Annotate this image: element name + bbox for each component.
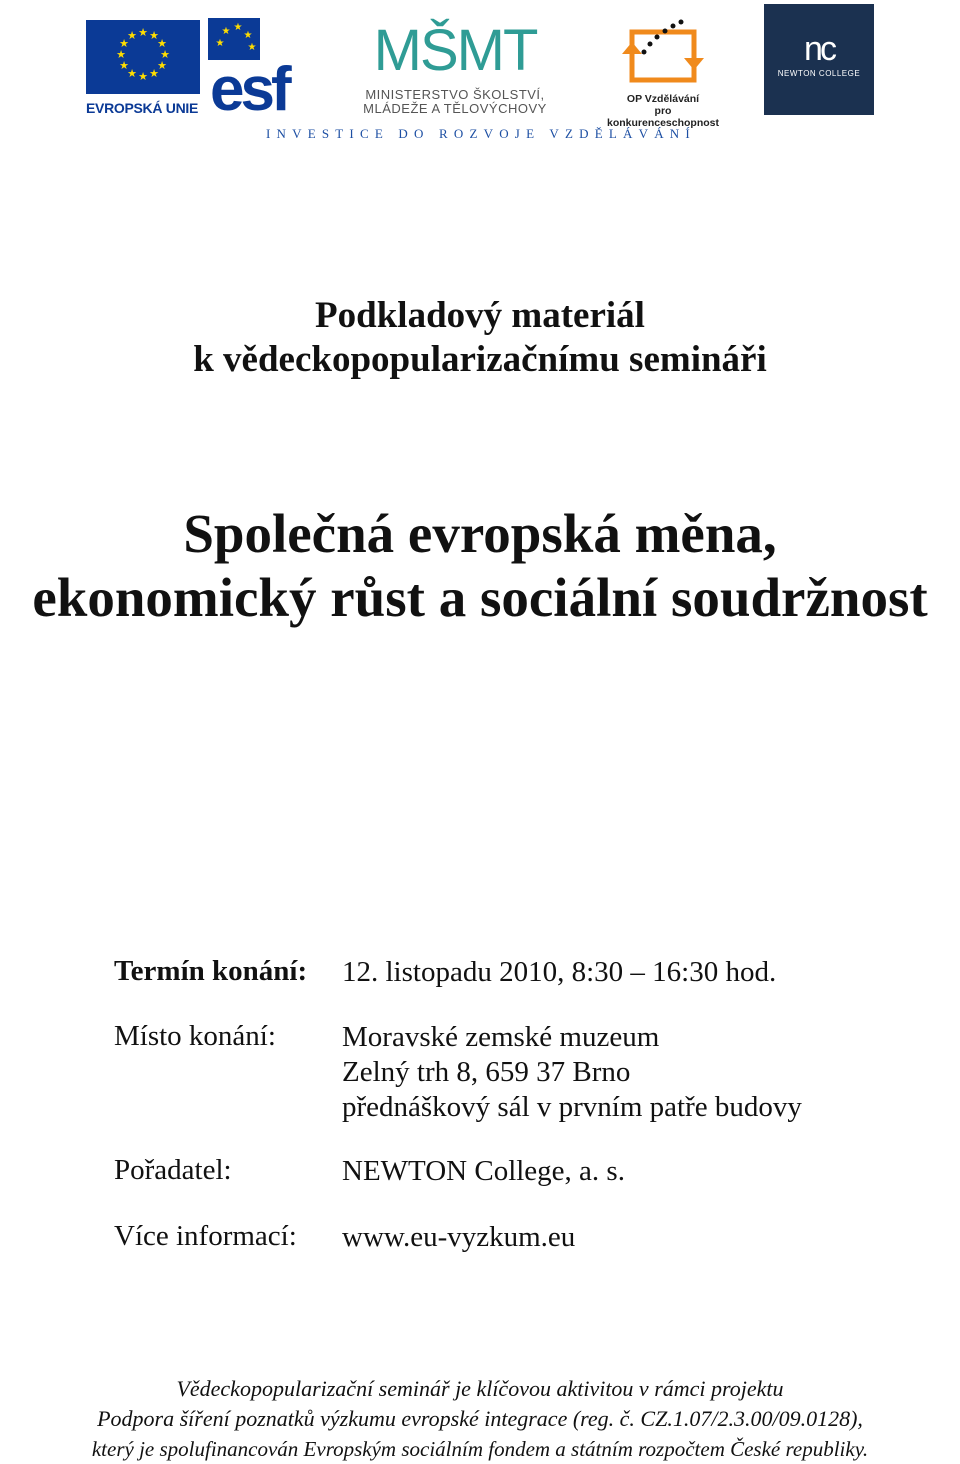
svg-text:★: ★ [119,37,129,50]
tagline: INVESTICE DO ROZVOJE VZDĚLÁVÁNÍ [266,126,696,141]
nc-mark: nc [804,30,834,68]
eu-logo [86,20,200,118]
svg-text:★: ★ [160,48,170,61]
svg-text:★: ★ [138,70,148,83]
svg-text:★: ★ [127,67,137,80]
term-label: Termín konání: [114,955,308,987]
svg-text:★: ★ [119,59,129,72]
svg-text:★: ★ [233,22,243,33]
newton-college-label: NEWTON COLLEGE [777,69,861,78]
esf-logo [208,18,320,116]
svg-text:★: ★ [247,42,257,53]
svg-text:★: ★ [138,26,148,39]
footer-line3: který je spolufinancován Evropským sociálním fondem a státním rozpočtem České republiky. [91,1437,869,1461]
heading-line2: k vědeckopopularizačnímu semináři [193,339,767,380]
footer-line1: Vědeckopopularizační seminář je klíčovou aktivitou v rámci projektu [176,1376,784,1401]
term-value: 12. listopadu 2010, 8:30 – 16:30 hod. [342,956,777,988]
place-line1: Moravské zemské muzeum [342,1021,660,1053]
heading-line1: Podkladový materiál [315,295,645,336]
footer-line2: Podpora šíření poznatků výzkumu evropské integrace (reg. č. CZ.1.07/2.3.00/09.0128), [97,1406,863,1431]
place-line2: Zelný trh 8, 659 37 Brno [342,1056,631,1088]
seminar-topic [0,502,960,630]
msmt-logo [350,18,560,118]
svg-text:★: ★ [149,29,159,42]
topic-line1: Společná evropská měna, [183,503,777,564]
organizer-label: Pořadatel: [114,1154,232,1186]
svg-text:★: ★ [215,38,225,49]
info-link[interactable]: www.eu-vyzkum.eu [342,1221,576,1253]
msmt-mark: MŠMT [373,18,537,83]
footer-note [0,1374,960,1464]
place-value [342,1020,802,1125]
document-heading [0,294,960,382]
msmt-line2: MLÁDEŽE A TĚLOVÝCHOVY [363,101,547,116]
op-line1: OP Vzdělávání [626,93,700,105]
place-label: Místo konání: [114,1020,276,1052]
svg-text:★: ★ [157,59,167,72]
svg-text:★: ★ [221,26,231,37]
eu-flag-icon [86,20,200,94]
svg-text:★: ★ [149,67,159,80]
svg-text:★: ★ [116,48,126,61]
svg-text:★: ★ [157,37,167,50]
info-label: Více informací: [114,1220,297,1252]
op-logo [600,18,726,129]
newton-college-logo [764,4,874,115]
op-arrows-icon [600,18,726,86]
svg-text:★: ★ [243,30,253,41]
eu-logo-label: EVROPSKÁ UNIE [86,100,199,116]
organizer-value: NEWTON College, a. s. [342,1155,625,1187]
esf-logo-label: esf [210,55,288,116]
op-line2: pro konkurenceschopnost [606,105,720,129]
msmt-line1: MINISTERSTVO ŠKOLSTVÍ, [365,87,545,102]
place-line3: přednáškový sál v prvním patře budovy [342,1091,802,1123]
topic-line2: ekonomický růst a sociální soudržnost [32,567,928,628]
svg-text:★: ★ [127,29,137,42]
